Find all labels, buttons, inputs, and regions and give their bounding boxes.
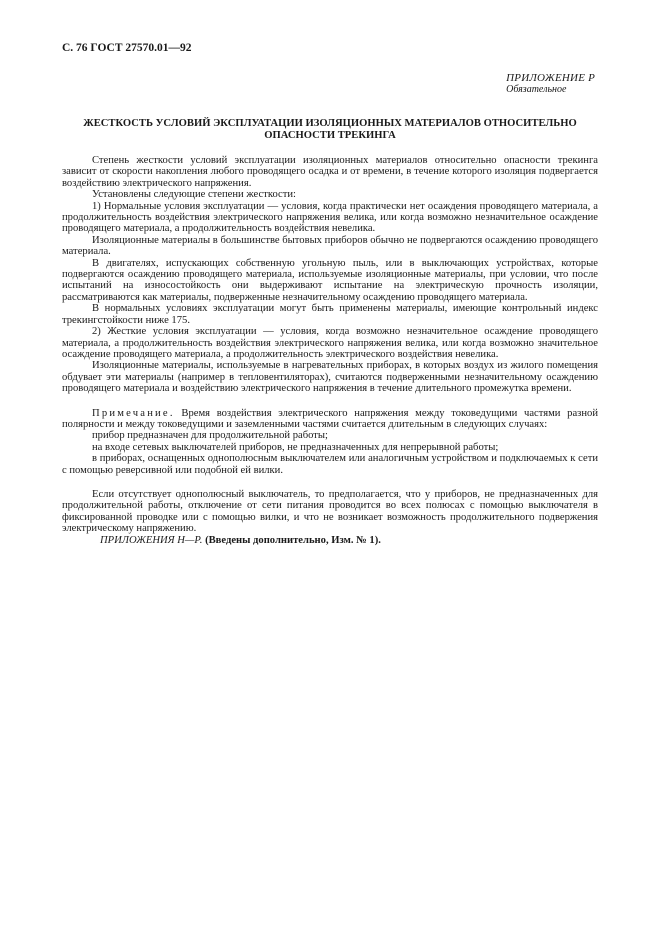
note-item: на входе сетевых выключателей приборов, не предназначенных для непрерывной работы; <box>92 441 499 453</box>
amendment-line <box>62 535 598 546</box>
final-block <box>62 489 598 546</box>
page-header: С. 76 ГОСТ 27570.01—92 <box>62 42 192 54</box>
note-label: Примечание. <box>92 407 175 419</box>
paragraph: В двигателях, испускающих собственную угольную пыль, или в выключающих устройствах, которые подвергаются осаждению проводящего материала, используемые изоляционные материалы, при условии, что после испытаний на износостойкость они выдерживают испытание на электрическую прочность изоляции, рассматриваются как материалы, подверженные незначительному осаждению проводящего материала. <box>62 257 598 303</box>
paragraph: 2) Жесткие условия эксплуатации — условия, когда возможно незначительное осаждение проводящего материала, а продолжительность воздействия электрического напряжения велика, или когда возможно значительное осаждение проводящего материала, а продолжительность электрического воздействия невелика. <box>62 326 598 360</box>
amendment-bold: (Введены дополнительно, Изм. № 1). <box>205 534 381 546</box>
paragraph: Изоляционные материалы в большинстве бытовых приборов обычно не подвергаются осаждению проводящего материала. <box>62 234 598 258</box>
paragraph: В нормальных условиях эксплуатации могут быть применены материалы, имеющие контрольный индекс трекингстойкости ниже 175. <box>62 303 598 326</box>
paragraph: Степень жесткости условий эксплуатации изоляционных материалов относительно опасности трекинга зависит от скорости накопления любого проводящего осадка и от времени, в течение которого изоляция подвергается воздействию электрического напряжения. <box>62 155 598 189</box>
paragraph: 1) Нормальные условия эксплуатации — условия, когда практически нет осаждения проводящего материала, а продолжительность воздействия электрического напряжения велика, или когда возможно незначительное осаждение проводящего материала, а продолжительность воздействия невелика. <box>62 200 598 235</box>
paragraph: Изоляционные материалы, используемые в нагревательных приборах, в которых воздух из жилого помещения обдувает эти материалы (например в тепловентиляторах), считаются подверженными незначительному осаждению проводящего материала и воздействию электрического напряжения в течение длительного промежутка времени. <box>62 360 598 395</box>
note-paragraph <box>62 408 598 431</box>
appendix-label-block <box>506 73 595 96</box>
note-block <box>62 408 598 476</box>
paragraph: Установлены следующие степени жесткости: <box>92 189 296 201</box>
note-item: прибор предназначен для продолжительной работы; <box>92 430 328 442</box>
document-title: ЖЕСТКОСТЬ УСЛОВИЙ ЭКСПЛУАТАЦИИ ИЗОЛЯЦИОННЫХ МАТЕРИАЛОВ ОТНОСИТЕЛЬНО ОПАСНОСТИ ТРЕКИНГА <box>83 118 577 141</box>
amendment-italic: ПРИЛОЖЕНИЯ Н—Р. <box>100 534 203 546</box>
appendix-label: ПРИЛОЖЕНИЕ Р <box>506 72 595 84</box>
appendix-status: Обязательное <box>506 84 567 96</box>
note-text: Время воздействия электрического напряжения между токоведущими частями разной полярности и между токоведущими и заземленными частями считается длительным в следующих случаях: <box>62 407 598 430</box>
final-paragraph: Если отсутствует однополюсный выключатель, то предполагается, что у приборов, не предназначенных для продолжительной работы, отключение от сети питания проводится во всех полюсах с помощью выключателя в фиксированной проводке или с помощью вилки, и что не возникает возможность продолжительного подвержения электрическому напряжению. <box>62 488 598 535</box>
note-item: в приборах, оснащенных однополюсным выключателем или аналогичным устройством и подключаемых к сети с помощью реверсивной или подобной ей вилки. <box>62 453 598 476</box>
document-body <box>62 155 598 546</box>
